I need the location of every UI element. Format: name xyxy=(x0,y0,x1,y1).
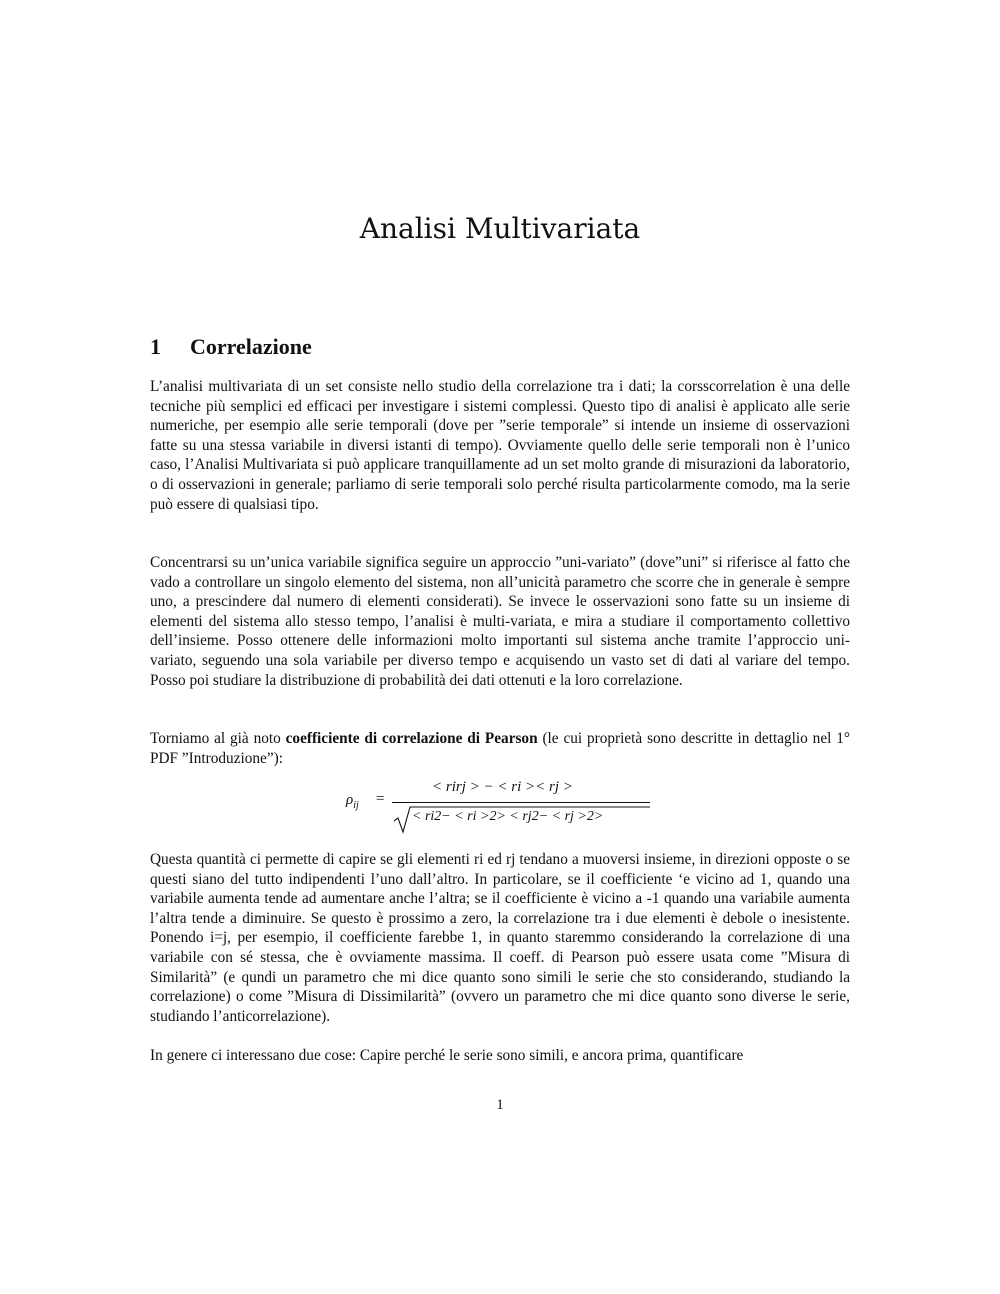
section-heading xyxy=(150,334,312,360)
paragraph-continuation: In genere ci interessano due cose: Capire perché le serie sono simili, e ancora prima, quantificare xyxy=(150,1047,744,1064)
pearson-formula xyxy=(346,775,666,837)
paragraph-intro: L’analisi multivariata di un set consiste nello studio della correlazione tra i dati; la corsscorrelation è una delle tecniche più semplici ed efficaci per investigare i sistemi complessi. Questo tipo di analisi è applicato alle serie numeriche, per esempio alle serie temporali (dove per ”serie temporale” si intende un insieme di osservazioni fatte su una stessa variabile in diversi istanti di tempo). Ovviamente quello delle serie temporali non è l’unico caso, l’Analisi Multivariata si può applicare tranquillamente ad un set molto grande di misurazioni da laboratorio, o di osservazioni in generale; parliamo di serie temporali solo perché risulta particolarmente comodo, ma la serie può essere di qualsiasi tipo. xyxy=(150,378,850,513)
pearson-text-after: (le cui proprietà sono descritte in dettaglio nel 1° PDF ”Introduzione”): xyxy=(150,730,850,767)
pearson-term: coefficiente di correlazione di Pearson xyxy=(285,730,538,747)
formula-numerator: < rirj > − < ri >< rj > xyxy=(432,779,573,795)
formula-lhs-subscript: ij xyxy=(353,800,359,811)
paragraph-interpretation: Questa quantità ci permette di capire se gli elementi ri ed rj tendano a muoversi insieme, in direzioni opposte o se questi siano del tutto indipendenti l’uno dall’altro. In particolare, se il coefficiente ‘e vicino ad 1, quando una variabile aumenta tende ad aumentare anche l’altra; se il coefficiente è vicino a -1 quando una variabile aumenta l’altra tende a diminuire. Se questo è prossimo a zero, la correlazione tra i due elementi è debole o inesistente. Ponendo i=j, per esempio, il coefficiente farebbe 1, in quanto staremmo considerando la correlazione di una variabile con sé stessa, che è ovviamente massima. Il coeff. di Pearson può essere usata come ”Misura di Similarità” (e qundi un parametro che mi dice quanto sono simili le serie che sto considerando, studiando la correlazione) o come ”Misura di Dissimilarità” (ovvero un parametro che mi dice quanto sono diverse le serie, studiando l’anticorrelazione). xyxy=(150,851,850,1025)
section-title: Correlazione xyxy=(190,334,312,359)
page-number: 1 xyxy=(496,1097,504,1113)
pearson-text-before: Torniamo al già noto xyxy=(150,730,286,747)
formula-equals: = xyxy=(376,791,385,807)
formula-lhs xyxy=(346,792,359,811)
formula-denominator: < ri2− < ri >2> < rj2− < rj >2> xyxy=(412,809,604,824)
paragraph-univariate: Concentrarsi su un’unica variabile significa seguire un approccio ”uni-variato” (dove”uni” si riferisce al fatto che vado a controllare un singolo elemento del sistema, non all’unicità parametro che scorre che in generale è sempre uno, a prescindere dal numero di elementi considerati). Se invece le osservazioni sono fatte su un insieme di elementi del sistema allo stesso tempo, l’analisi è multi-variata, e mira a studiare il comportamento collettivo dell’insieme. Posso ottenere delle informazioni molto importanti sul sistema anche tramite l’approccio uni-variato, seguendo una sola variabile per diverso tempo e acquisendo un vasto set di dati al variare del tempo. Posso poi studiare la distribuzione di probabilità dei dati ottenuti e la loro correlazione. xyxy=(150,554,850,689)
formula-rho: ρ xyxy=(346,792,354,808)
paragraph-pearson xyxy=(150,729,850,768)
document-title: Analisi Multivariata xyxy=(359,212,641,245)
section-number: 1 xyxy=(150,334,161,359)
